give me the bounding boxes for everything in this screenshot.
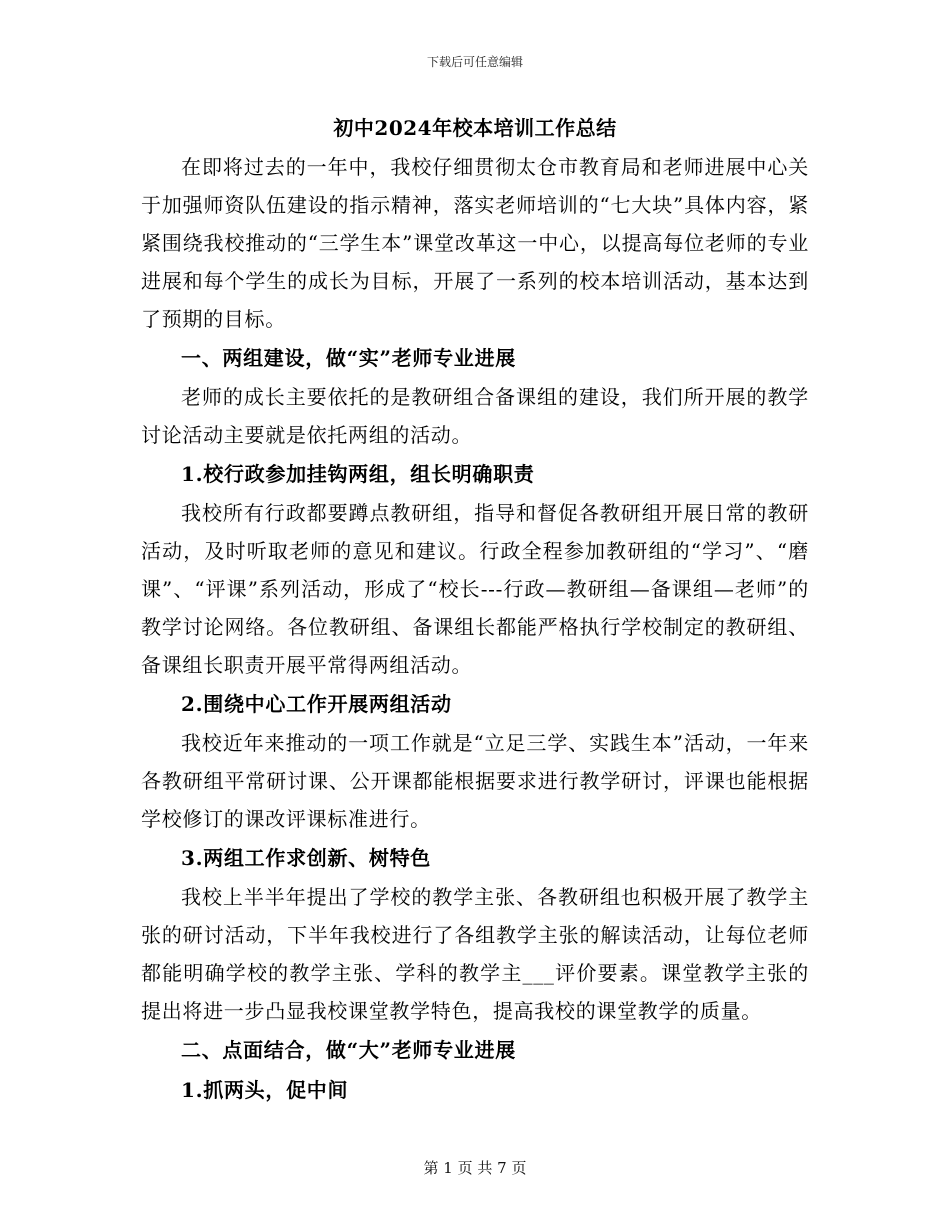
document-title: 初中2024年校本培训工作总结 (333, 116, 617, 140)
section-1-sub-2-paragraph: 我校近年来推动的一项工作就是“立足三学、实践生本”活动，一年来各教研组平常研讨课、公开课都能根据要求进行教学研讨，评课也能根据学校修订的课改评课标准进行。 (141, 731, 809, 831)
section-1-sub-3-heading: 3.两组工作求创新、树特色 (181, 846, 431, 870)
section-1-sub-3-paragraph: 我校上半半年提出了学校的教学主张、各教研组也积极开展了教学主张的研讨活动，下半年我校进行了各组教学主张的解读活动，让每位老师都能明确学校的教学主张、学科的教学主___评价要素。课堂教学主张的提出将进一步凸显我校课堂教学特色，提高我校的课堂教学的质量。 (141, 885, 809, 1023)
intro-paragraph: 在即将过去的一年中，我校仔细贯彻太仓市教育局和老师进展中心关于加强师资队伍建设的指示精神，落实老师培训的“七大块”具体内容，紧紧围绕我校推动的“三学生本”课堂改革这一中心，以提高每位老师的专业进展和每个学生的成长为目标，开展了一系列的校本培训活动，基本达到了预期的目标。 (141, 155, 809, 331)
document-body (141, 108, 809, 1110)
section-1-heading: 一、两组建设，做“实”老师专业进展 (181, 346, 516, 370)
section-2-heading: 二、点面结合，做“大”老师专业进展 (181, 1038, 516, 1062)
section-1-sub-2-heading: 2.围绕中心工作开展两组活动 (181, 692, 452, 716)
page-number: 第 1 页 共 7 页 (423, 1159, 527, 1177)
header-note: 下载后可任意编辑 (426, 55, 523, 69)
section-1-sub-1-paragraph: 我校所有行政都要蹲点教研组，指导和督促各教研组开展日常的教研活动，及时听取老师的意见和建议。行政全程参加教研组的“学习”、“磨课”、“评课”系列活动，形成了“校长---行政—教研组—备课组—老师”的教学讨论网络。各位教研组、备课组长都能严格执行学校制定的教研组、备课组长职责开展平常得两组活动。 (141, 501, 809, 677)
section-1-paragraph: 老师的成长主要依托的是教研组合备课组的建设，我们所开展的教学讨论活动主要就是依托两组的活动。 (141, 385, 809, 447)
section-1-sub-1-heading: 1.校行政参加挂钩两组，组长明确职责 (181, 462, 535, 486)
section-2-sub-1-heading: 1.抓两头，促中间 (181, 1078, 349, 1102)
